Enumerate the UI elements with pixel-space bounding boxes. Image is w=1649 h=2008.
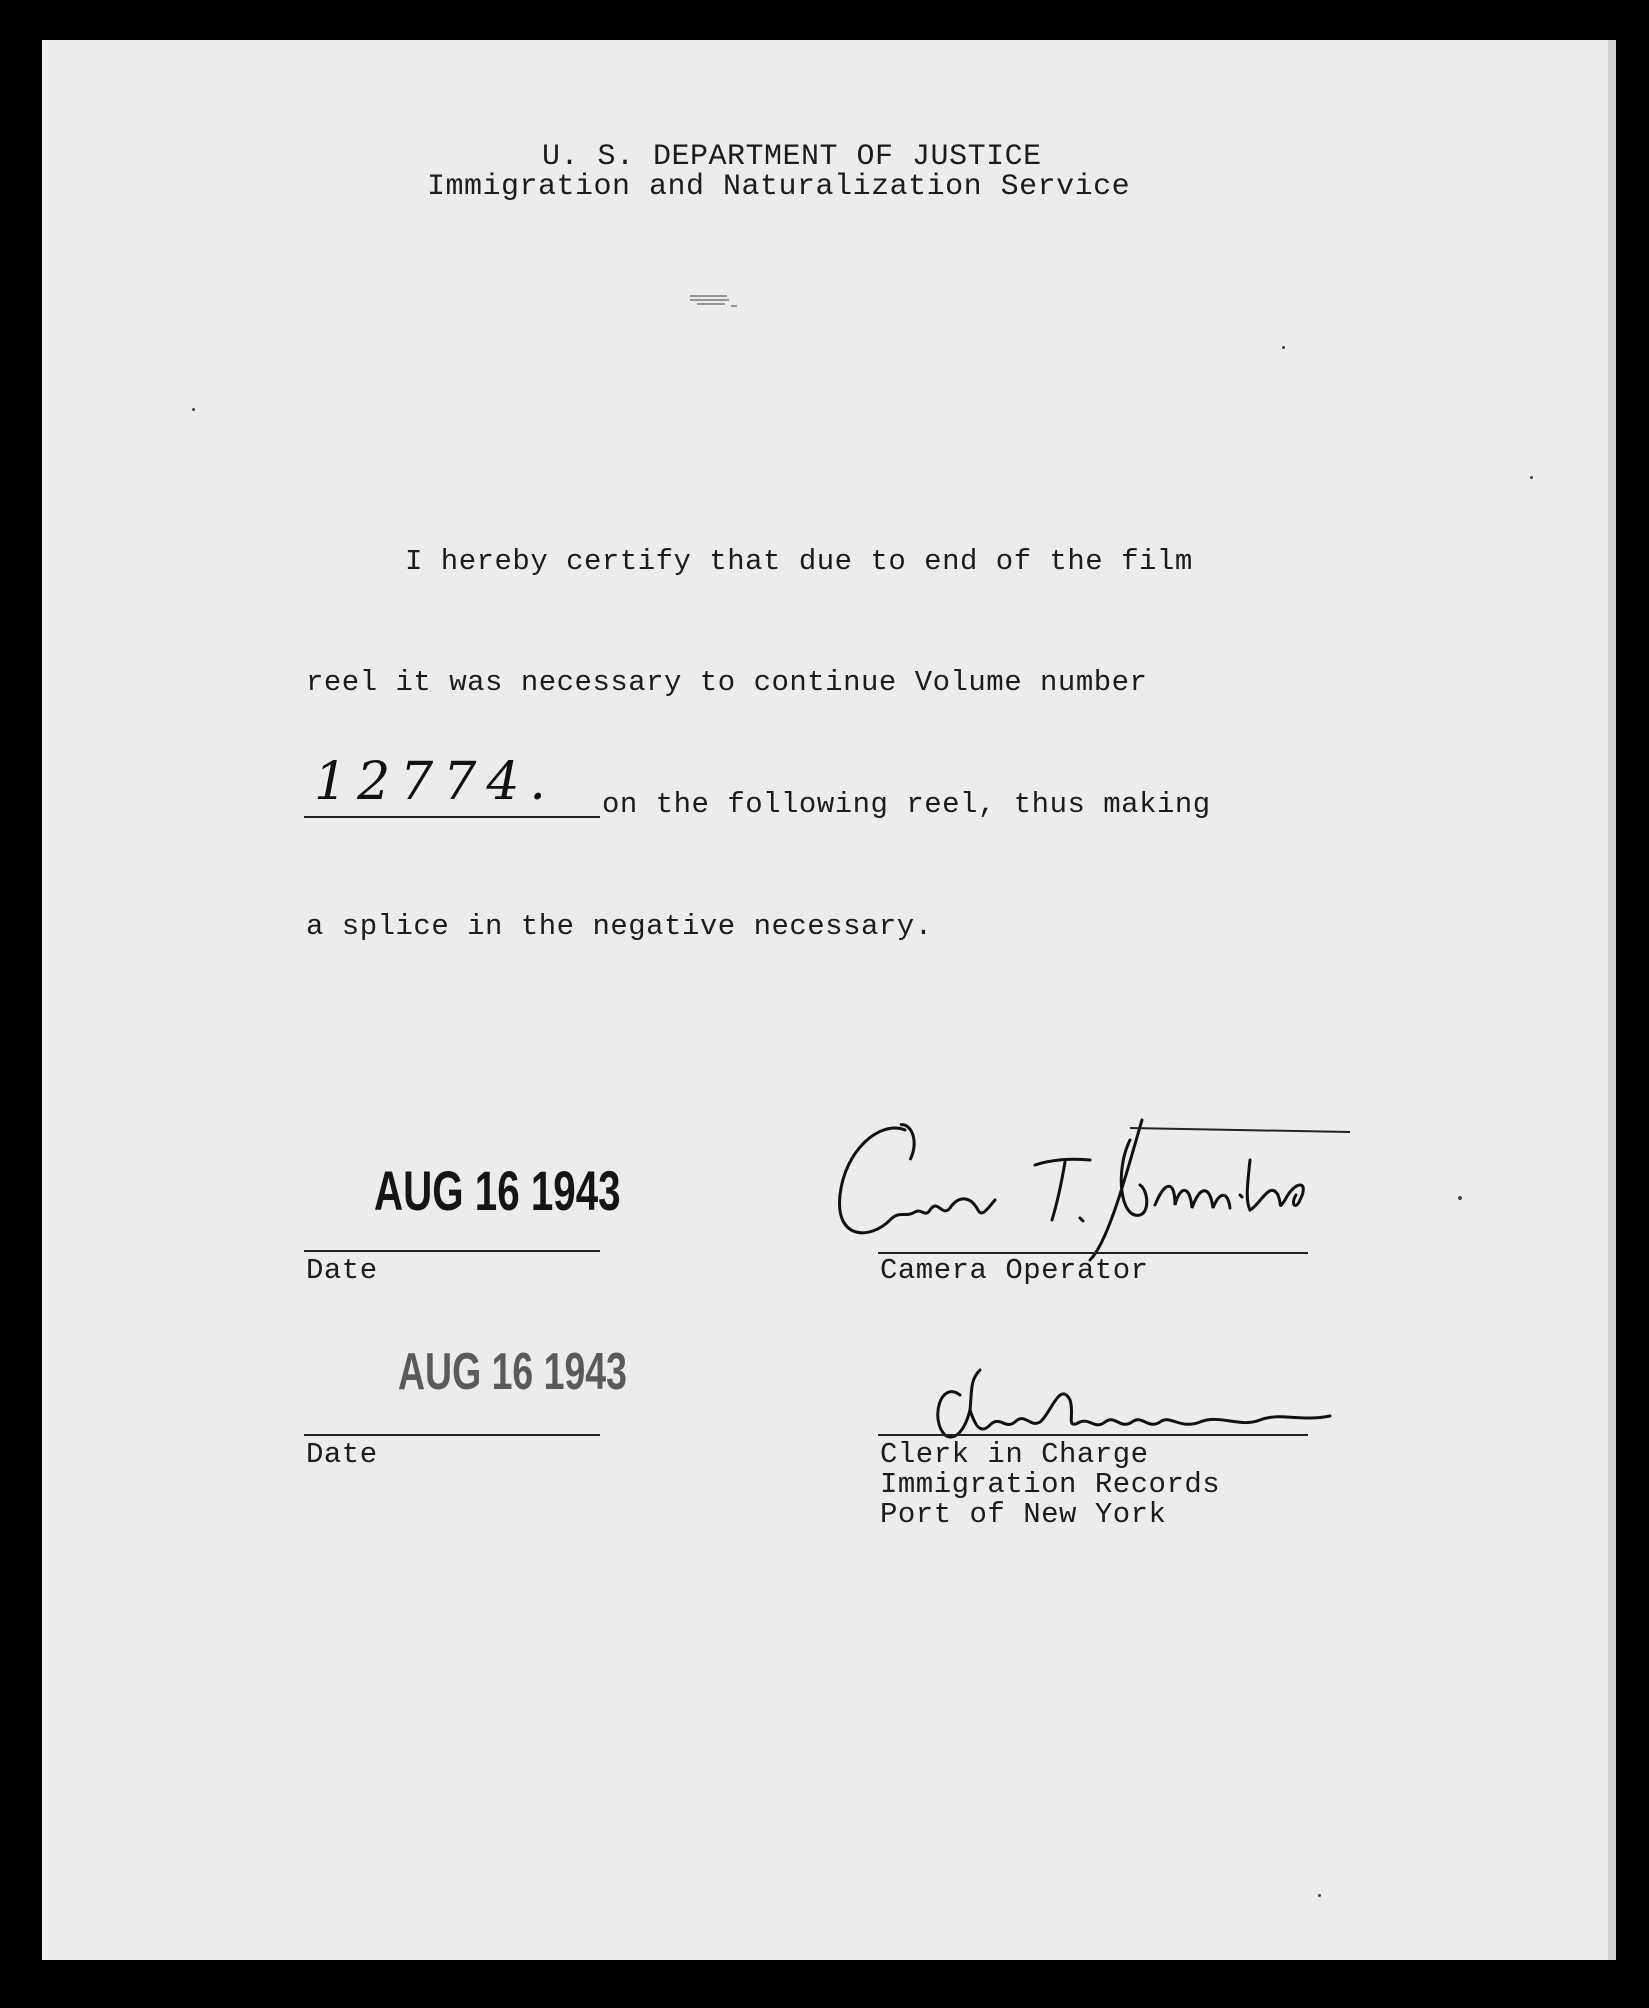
document-page — [42, 40, 1616, 1960]
date-stamp-1: AUG 16 1943 — [374, 1159, 621, 1222]
scan-speck — [1282, 346, 1285, 349]
date-label-1: Date — [306, 1254, 378, 1287]
clerk-line — [878, 1434, 1308, 1436]
scan-speck — [1530, 476, 1533, 479]
department-heading: U. S. DEPARTMENT OF JUSTICE — [542, 140, 1042, 174]
scan-speck — [192, 408, 195, 411]
volume-number-underline — [304, 816, 600, 818]
scan-speck — [1458, 1196, 1462, 1200]
date-label-2: Date — [306, 1438, 378, 1471]
service-heading: Immigration and Naturalization Service — [427, 170, 1131, 204]
date-stamp-2: AUG 16 1943 — [398, 1343, 627, 1401]
volume-number-handwritten: 12774. — [314, 752, 556, 812]
clerk-label-1: Clerk in Charge — [880, 1438, 1149, 1471]
certification-line-2: reel it was necessary to continue Volume number — [306, 666, 1148, 699]
camera-operator-signature — [830, 1100, 1390, 1270]
date-line-1 — [304, 1250, 600, 1252]
certification-line-3: on the following reel, thus making — [602, 788, 1211, 821]
certification-line-4: a splice in the negative necessary. — [306, 910, 933, 943]
camera-operator-label: Camera Operator — [880, 1254, 1149, 1287]
scan-speck — [1318, 1894, 1321, 1897]
typed-mark — [687, 290, 747, 310]
date-line-2 — [304, 1434, 600, 1436]
clerk-label-2: Immigration Records — [880, 1468, 1221, 1501]
clerk-label-3: Port of New York — [880, 1498, 1167, 1531]
certification-line-1: I hereby certify that due to end of the film — [405, 545, 1193, 578]
